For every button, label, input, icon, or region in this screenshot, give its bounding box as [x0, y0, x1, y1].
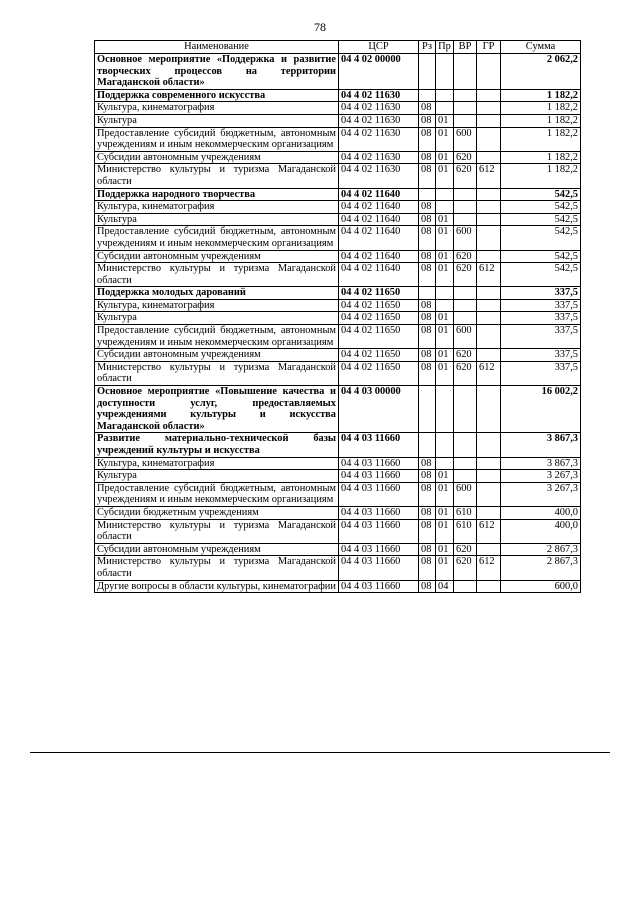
- cell-name: Субсидии автономным учреждениям: [95, 250, 339, 263]
- cell-csr: 04 4 02 11630: [339, 151, 419, 164]
- cell-sum: 337,5: [501, 299, 581, 312]
- cell-vr: [454, 54, 477, 90]
- cell-sum: 400,0: [501, 506, 581, 519]
- cell-gr: [477, 213, 501, 226]
- cell-pr: 01: [436, 312, 454, 325]
- cell-csr: 04 4 02 11630: [339, 127, 419, 151]
- cell-rz: 08: [419, 151, 436, 164]
- cell-sum: 16 002,2: [501, 386, 581, 433]
- cell-rz: 08: [419, 213, 436, 226]
- cell-pr: 01: [436, 361, 454, 385]
- cell-csr: 04 4 02 11650: [339, 312, 419, 325]
- cell-gr: 612: [477, 556, 501, 580]
- cell-sum: 542,5: [501, 250, 581, 263]
- cell-name: Культура, кинематография: [95, 457, 339, 470]
- cell-pr: 01: [436, 263, 454, 287]
- header-vr: ВР: [454, 41, 477, 54]
- cell-rz: 08: [419, 349, 436, 362]
- cell-name: Культура, кинематография: [95, 102, 339, 115]
- cell-sum: 542,5: [501, 188, 581, 201]
- cell-name: Основное мероприятие «Повышение качества и доступности услуг, предоставляемых учреждениями культуры и искусства Магаданской области»: [95, 386, 339, 433]
- cell-rz: [419, 386, 436, 433]
- cell-gr: [477, 457, 501, 470]
- cell-gr: [477, 226, 501, 250]
- cell-csr: 04 4 03 11660: [339, 457, 419, 470]
- cell-vr: 600: [454, 325, 477, 349]
- table-row: [95, 89, 581, 102]
- cell-pr: [436, 89, 454, 102]
- cell-vr: [454, 433, 477, 457]
- cell-csr: 04 4 02 11650: [339, 287, 419, 300]
- cell-rz: 08: [419, 457, 436, 470]
- cell-sum: 2 062,2: [501, 54, 581, 90]
- cell-sum: 337,5: [501, 312, 581, 325]
- cell-gr: [477, 250, 501, 263]
- cell-rz: 08: [419, 102, 436, 115]
- cell-sum: 400,0: [501, 519, 581, 543]
- cell-vr: [454, 470, 477, 483]
- cell-rz: 08: [419, 361, 436, 385]
- table-row: [95, 54, 581, 90]
- cell-vr: 600: [454, 226, 477, 250]
- cell-gr: 612: [477, 263, 501, 287]
- cell-rz: [419, 287, 436, 300]
- cell-rz: 08: [419, 226, 436, 250]
- cell-csr: 04 4 02 11630: [339, 164, 419, 188]
- cell-gr: [477, 102, 501, 115]
- cell-name: Министерство культуры и туризма Магаданской области: [95, 519, 339, 543]
- table-body: [95, 54, 581, 593]
- cell-csr: 04 4 02 11640: [339, 188, 419, 201]
- table-header-row: [95, 41, 581, 54]
- cell-vr: [454, 213, 477, 226]
- cell-rz: [419, 89, 436, 102]
- cell-csr: 04 4 02 11640: [339, 250, 419, 263]
- cell-name: Министерство культуры и туризма Магаданской области: [95, 164, 339, 188]
- cell-pr: 01: [436, 114, 454, 127]
- cell-pr: 04: [436, 580, 454, 593]
- footer-divider: [30, 752, 610, 753]
- cell-name: Основное мероприятие «Поддержка и развитие творческих процессов на территории Магаданской области»: [95, 54, 339, 90]
- cell-vr: [454, 188, 477, 201]
- table-row: [95, 263, 581, 287]
- cell-rz: 08: [419, 164, 436, 188]
- cell-name: Предоставление субсидий бюджетным, автономным учреждениям и иным некоммерческим организациям: [95, 325, 339, 349]
- cell-gr: [477, 349, 501, 362]
- cell-pr: 01: [436, 556, 454, 580]
- cell-sum: 2 867,3: [501, 543, 581, 556]
- cell-name: Культура, кинематография: [95, 299, 339, 312]
- cell-name: Поддержка молодых дарований: [95, 287, 339, 300]
- cell-sum: 1 182,2: [501, 164, 581, 188]
- cell-name: Министерство культуры и туризма Магаданской области: [95, 361, 339, 385]
- cell-pr: 01: [436, 543, 454, 556]
- cell-gr: [477, 312, 501, 325]
- cell-sum: 542,5: [501, 201, 581, 214]
- table-row: [95, 226, 581, 250]
- table-row: [95, 543, 581, 556]
- cell-sum: 542,5: [501, 226, 581, 250]
- cell-rz: 08: [419, 580, 436, 593]
- cell-pr: [436, 102, 454, 115]
- cell-pr: 01: [436, 127, 454, 151]
- cell-pr: [436, 457, 454, 470]
- cell-rz: 08: [419, 482, 436, 506]
- cell-name: Поддержка народного творчества: [95, 188, 339, 201]
- cell-sum: 3 867,3: [501, 433, 581, 457]
- cell-vr: 610: [454, 506, 477, 519]
- cell-vr: [454, 457, 477, 470]
- cell-vr: 620: [454, 543, 477, 556]
- cell-pr: [436, 54, 454, 90]
- cell-gr: [477, 89, 501, 102]
- cell-pr: 01: [436, 325, 454, 349]
- cell-sum: 2 867,3: [501, 556, 581, 580]
- cell-vr: [454, 287, 477, 300]
- cell-pr: [436, 188, 454, 201]
- cell-csr: 04 4 03 11660: [339, 543, 419, 556]
- cell-name: Предоставление субсидий бюджетным, автономным учреждениям и иным некоммерческим организациям: [95, 127, 339, 151]
- cell-gr: [477, 299, 501, 312]
- cell-rz: 08: [419, 299, 436, 312]
- cell-name: Поддержка современного искусства: [95, 89, 339, 102]
- cell-sum: 1 182,2: [501, 89, 581, 102]
- cell-csr: 04 4 03 11660: [339, 482, 419, 506]
- cell-pr: [436, 201, 454, 214]
- cell-vr: [454, 89, 477, 102]
- cell-rz: 08: [419, 127, 436, 151]
- table-row: [95, 151, 581, 164]
- cell-vr: 620: [454, 263, 477, 287]
- cell-csr: 04 4 02 11650: [339, 361, 419, 385]
- cell-sum: 542,5: [501, 263, 581, 287]
- cell-name: Субсидии автономным учреждениям: [95, 543, 339, 556]
- cell-gr: [477, 482, 501, 506]
- cell-sum: 3 867,3: [501, 457, 581, 470]
- table-row: [95, 164, 581, 188]
- cell-sum: 1 182,2: [501, 114, 581, 127]
- cell-rz: 08: [419, 543, 436, 556]
- table-row: [95, 580, 581, 593]
- table-row: [95, 201, 581, 214]
- cell-sum: 542,5: [501, 213, 581, 226]
- table-row: [95, 386, 581, 433]
- cell-pr: 01: [436, 519, 454, 543]
- cell-csr: 04 4 02 11630: [339, 89, 419, 102]
- cell-rz: 08: [419, 470, 436, 483]
- header-csr: ЦСР: [339, 41, 419, 54]
- cell-vr: 620: [454, 361, 477, 385]
- cell-csr: 04 4 02 11640: [339, 226, 419, 250]
- table-row: [95, 250, 581, 263]
- cell-csr: 04 4 03 11660: [339, 470, 419, 483]
- cell-csr: 04 4 03 11660: [339, 433, 419, 457]
- cell-rz: 08: [419, 506, 436, 519]
- cell-pr: [436, 386, 454, 433]
- cell-csr: 04 4 02 11650: [339, 299, 419, 312]
- table-row: [95, 102, 581, 115]
- cell-rz: [419, 54, 436, 90]
- cell-gr: 612: [477, 361, 501, 385]
- cell-sum: 1 182,2: [501, 127, 581, 151]
- cell-csr: 04 4 03 11660: [339, 580, 419, 593]
- cell-csr: 04 4 02 11630: [339, 102, 419, 115]
- table-row: [95, 299, 581, 312]
- cell-pr: 01: [436, 349, 454, 362]
- cell-pr: [436, 299, 454, 312]
- cell-name: Министерство культуры и туризма Магаданской области: [95, 263, 339, 287]
- header-name: Наименование: [95, 41, 339, 54]
- cell-sum: 1 182,2: [501, 151, 581, 164]
- cell-sum: 1 182,2: [501, 102, 581, 115]
- cell-vr: 620: [454, 151, 477, 164]
- cell-vr: 620: [454, 349, 477, 362]
- cell-pr: 01: [436, 506, 454, 519]
- cell-rz: 08: [419, 519, 436, 543]
- cell-gr: [477, 506, 501, 519]
- cell-pr: 01: [436, 470, 454, 483]
- cell-csr: 04 4 03 11660: [339, 519, 419, 543]
- cell-csr: 04 4 02 11650: [339, 349, 419, 362]
- cell-gr: [477, 470, 501, 483]
- cell-pr: [436, 287, 454, 300]
- cell-name: Культура: [95, 114, 339, 127]
- header-rz: Рз: [419, 41, 436, 54]
- budget-table: [94, 40, 581, 593]
- cell-rz: 08: [419, 201, 436, 214]
- table-row: [95, 188, 581, 201]
- cell-gr: [477, 580, 501, 593]
- cell-csr: 04 4 02 11640: [339, 201, 419, 214]
- cell-pr: 01: [436, 226, 454, 250]
- cell-csr: 04 4 02 11640: [339, 263, 419, 287]
- cell-vr: [454, 299, 477, 312]
- cell-pr: [436, 433, 454, 457]
- cell-csr: 04 4 03 00000: [339, 386, 419, 433]
- cell-sum: 337,5: [501, 349, 581, 362]
- table-row: [95, 349, 581, 362]
- cell-gr: 612: [477, 519, 501, 543]
- table-row: [95, 114, 581, 127]
- cell-gr: [477, 433, 501, 457]
- cell-sum: 3 267,3: [501, 482, 581, 506]
- cell-vr: 610: [454, 519, 477, 543]
- table-row: [95, 519, 581, 543]
- cell-rz: 08: [419, 556, 436, 580]
- cell-gr: [477, 201, 501, 214]
- cell-vr: [454, 201, 477, 214]
- cell-vr: 600: [454, 127, 477, 151]
- cell-rz: 08: [419, 250, 436, 263]
- table-row: [95, 127, 581, 151]
- cell-gr: [477, 151, 501, 164]
- cell-sum: 3 267,3: [501, 470, 581, 483]
- cell-vr: 600: [454, 482, 477, 506]
- cell-csr: 04 4 03 11660: [339, 506, 419, 519]
- cell-pr: 01: [436, 250, 454, 263]
- header-pr: Пр: [436, 41, 454, 54]
- cell-name: Субсидии автономным учреждениям: [95, 151, 339, 164]
- cell-vr: [454, 580, 477, 593]
- cell-vr: 620: [454, 250, 477, 263]
- table-row: [95, 325, 581, 349]
- table-row: [95, 213, 581, 226]
- cell-gr: [477, 127, 501, 151]
- cell-rz: 08: [419, 263, 436, 287]
- cell-vr: [454, 102, 477, 115]
- page-number: 78: [314, 20, 326, 34]
- header-gr: ГР: [477, 41, 501, 54]
- cell-pr: 01: [436, 213, 454, 226]
- cell-name: Субсидии автономным учреждениям: [95, 349, 339, 362]
- cell-gr: [477, 188, 501, 201]
- cell-csr: 04 4 03 11660: [339, 556, 419, 580]
- cell-name: Министерство культуры и туризма Магаданской области: [95, 556, 339, 580]
- cell-gr: [477, 325, 501, 349]
- cell-name: Культура, кинематография: [95, 201, 339, 214]
- table-row: [95, 287, 581, 300]
- cell-name: Развитие материально-технической базы учреждений культуры и искусства: [95, 433, 339, 457]
- cell-sum: 600,0: [501, 580, 581, 593]
- table-row: [95, 361, 581, 385]
- cell-name: Другие вопросы в области культуры, кинематографии: [95, 580, 339, 593]
- table-row: [95, 433, 581, 457]
- cell-name: Культура: [95, 312, 339, 325]
- cell-name: Культура: [95, 213, 339, 226]
- cell-csr: 04 4 02 11650: [339, 325, 419, 349]
- cell-csr: 04 4 02 11630: [339, 114, 419, 127]
- cell-sum: 337,5: [501, 287, 581, 300]
- cell-gr: [477, 287, 501, 300]
- cell-rz: 08: [419, 114, 436, 127]
- table-row: [95, 457, 581, 470]
- cell-gr: 612: [477, 164, 501, 188]
- cell-gr: [477, 54, 501, 90]
- cell-pr: 01: [436, 151, 454, 164]
- cell-csr: 04 4 02 00000: [339, 54, 419, 90]
- cell-vr: [454, 386, 477, 433]
- table-row: [95, 470, 581, 483]
- cell-name: Предоставление субсидий бюджетным, автономным учреждениям и иным некоммерческим организациям: [95, 482, 339, 506]
- cell-rz: [419, 433, 436, 457]
- cell-rz: 08: [419, 312, 436, 325]
- table-row: [95, 556, 581, 580]
- cell-gr: [477, 114, 501, 127]
- cell-pr: 01: [436, 482, 454, 506]
- cell-name: Предоставление субсидий бюджетным, автономным учреждениям и иным некоммерческим организациям: [95, 226, 339, 250]
- cell-vr: 620: [454, 556, 477, 580]
- cell-sum: 337,5: [501, 361, 581, 385]
- cell-name: Субсидии бюджетным учреждениям: [95, 506, 339, 519]
- cell-csr: 04 4 02 11640: [339, 213, 419, 226]
- cell-rz: [419, 188, 436, 201]
- table-row: [95, 312, 581, 325]
- cell-pr: 01: [436, 164, 454, 188]
- table-row: [95, 482, 581, 506]
- cell-vr: 620: [454, 164, 477, 188]
- cell-gr: [477, 386, 501, 433]
- cell-name: Культура: [95, 470, 339, 483]
- header-sum: Сумма: [501, 41, 581, 54]
- cell-rz: 08: [419, 325, 436, 349]
- cell-gr: [477, 543, 501, 556]
- cell-vr: [454, 312, 477, 325]
- table-row: [95, 506, 581, 519]
- cell-sum: 337,5: [501, 325, 581, 349]
- cell-vr: [454, 114, 477, 127]
